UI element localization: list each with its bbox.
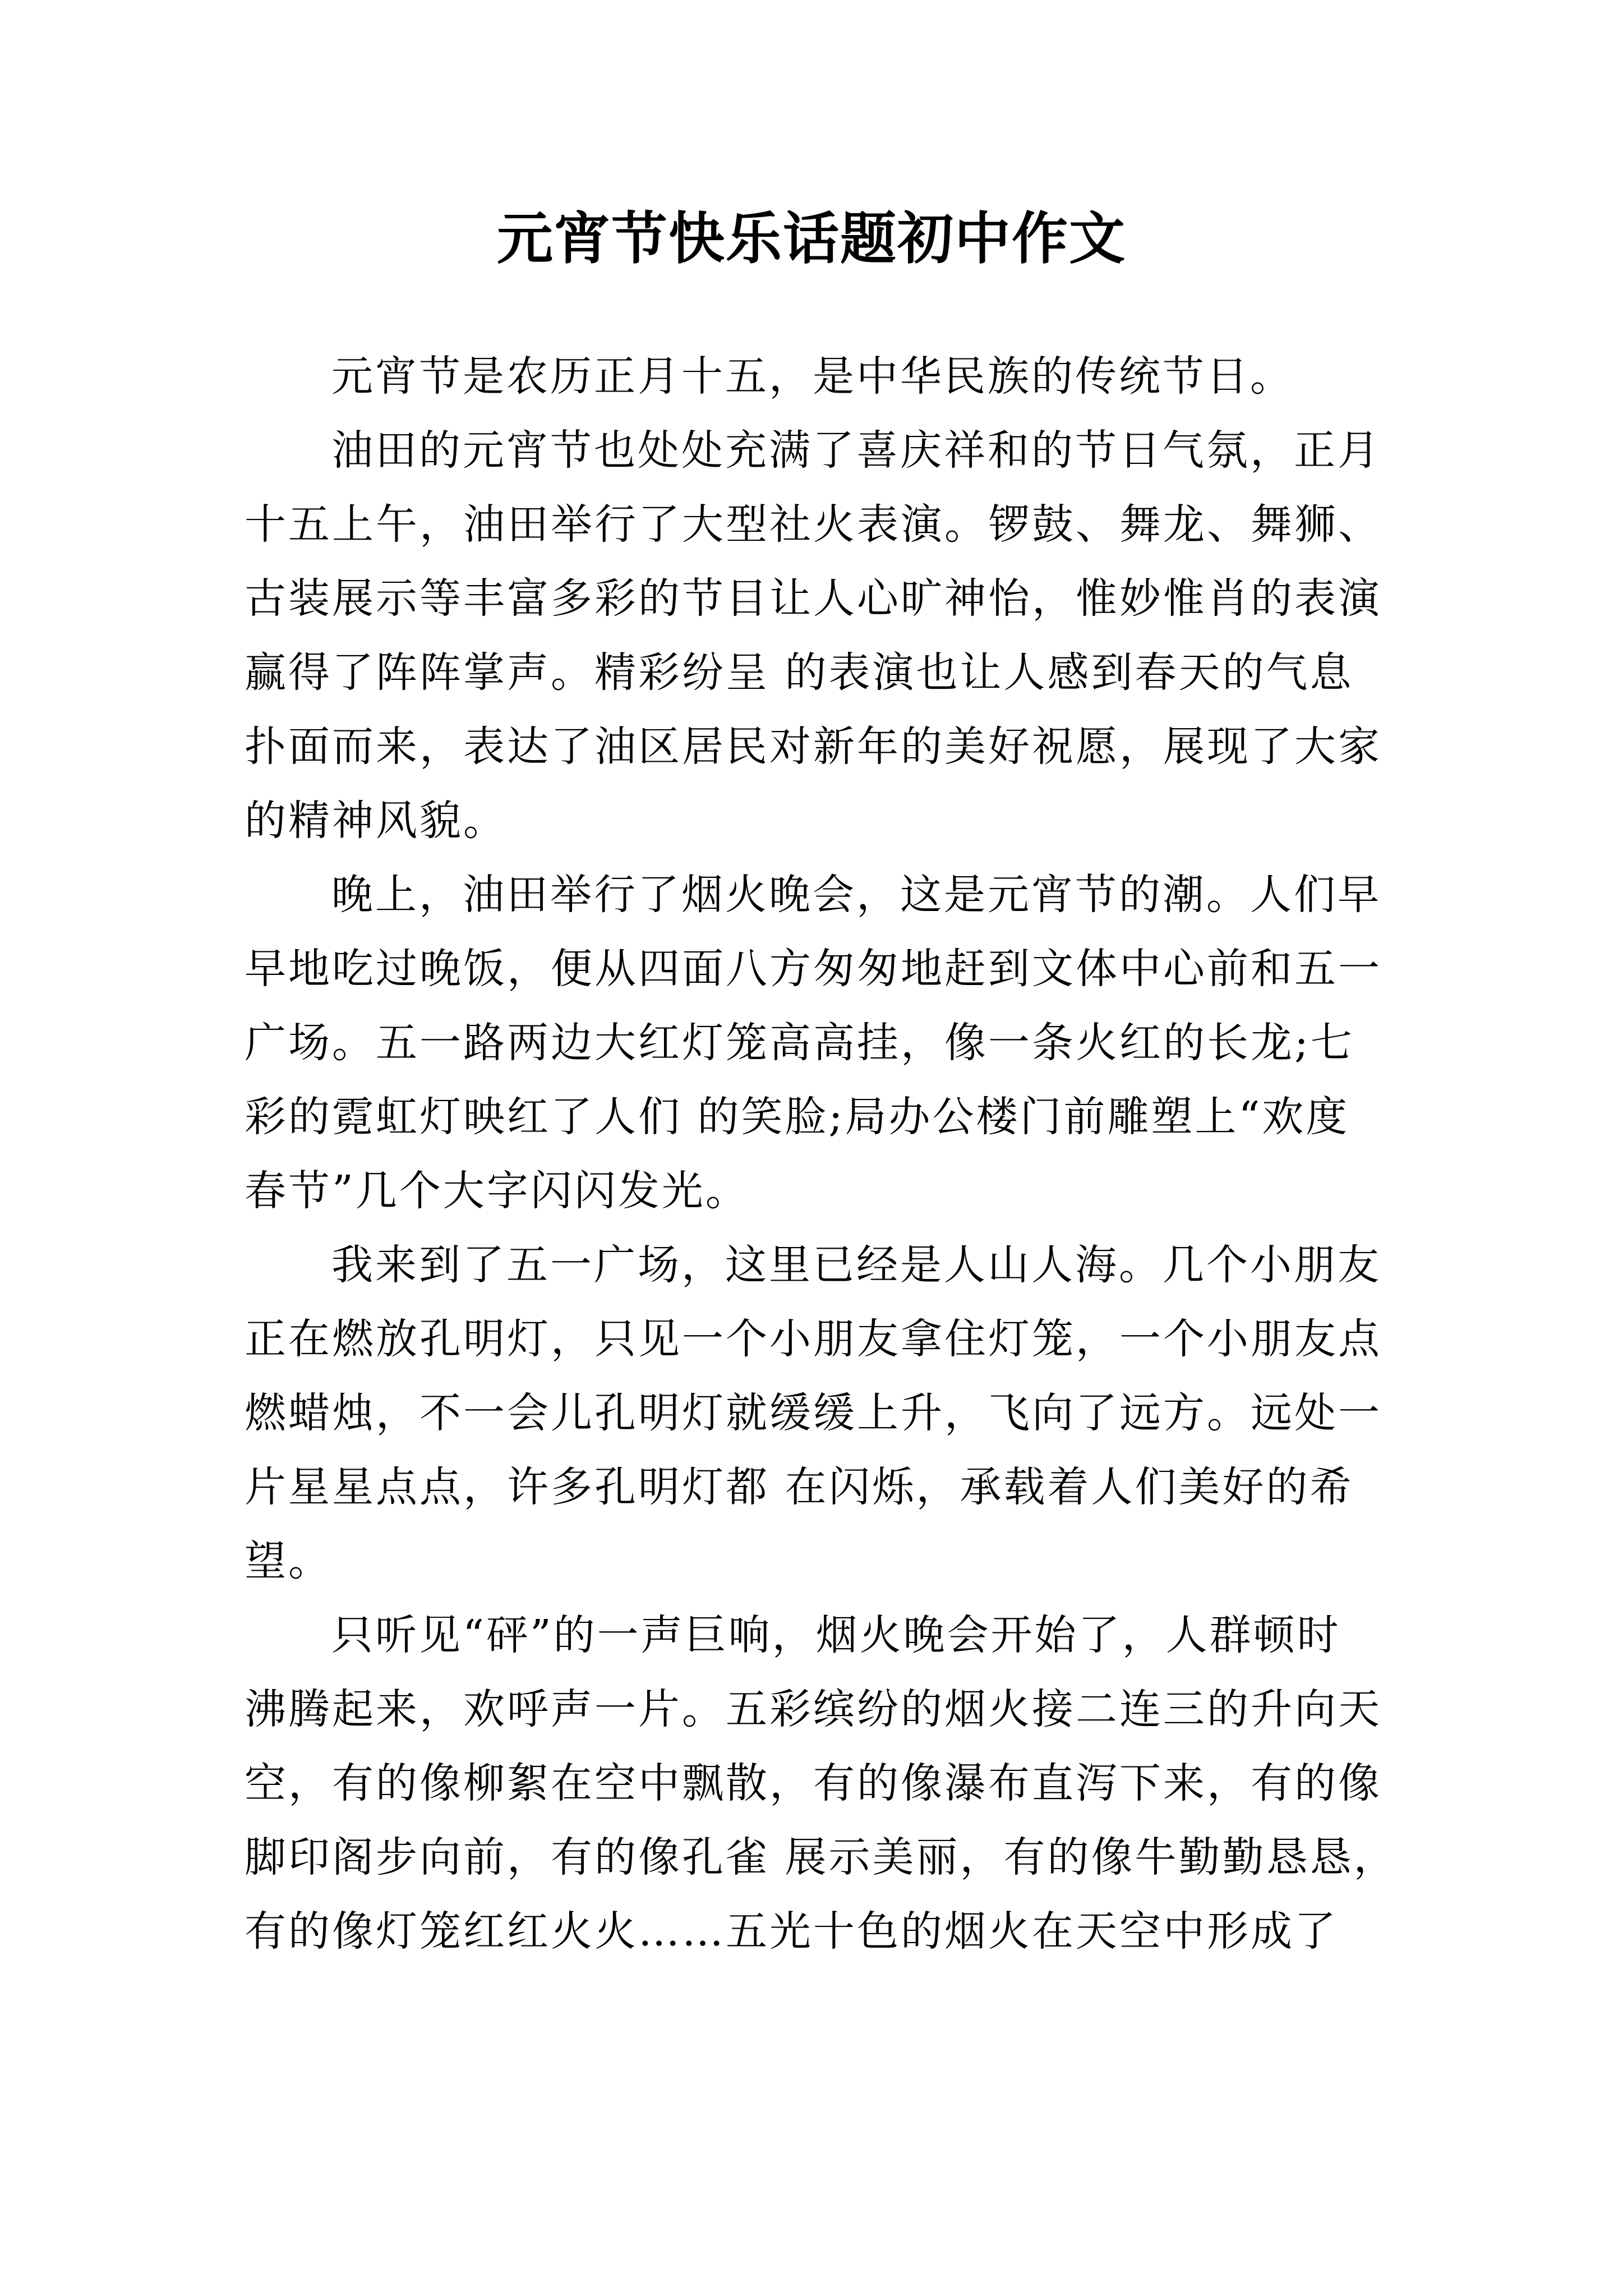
text-line: 沸腾起来，欢呼声一片。五彩缤纷的烟火接二连三的升向天 [245, 1685, 1382, 1733]
document-title: 元宵节快乐话题初中作文 [497, 205, 1126, 272]
text-line: 元宵节是农历正月十五，是中华民族的传统节日。 [331, 352, 1294, 401]
text-line: 春节”几个大字闪闪发光。 [245, 1167, 749, 1215]
text-line: 只听见“砰”的一声巨响，烟火晚会开始了，人群顿时 [331, 1611, 1341, 1659]
text-line: 早地吃过晚饭，便从四面八方匆匆地赶到文体中心前和五一 [245, 945, 1382, 993]
text-line: 燃蜡烛，不一会儿孔明灯就缓缓上升，飞向了远方。远处一 [245, 1389, 1382, 1437]
text-line: 广场。五一路两边大红灯笼高高挂，像一条火红的长龙;七 [245, 1019, 1354, 1067]
text-line: 晚上，油田举行了烟火晚会，这是元宵节的潮。人们早 [331, 871, 1381, 919]
text-line: 油田的元宵节也处处充满了喜庆祥和的节日气氛，正月 [331, 426, 1381, 475]
text-line: 彩的霓虹灯映红了人们 的笑脸;局办公楼门前雕塑上“欢度 [245, 1093, 1350, 1141]
text-line: 我来到了五一广场，这里已经是人山人海。几个小朋友 [331, 1241, 1381, 1289]
text-line: 的精神风貌。 [245, 797, 507, 845]
text-line: 正在燃放孔明灯，只见一个小朋友拿住灯笼，一个小朋友点 [245, 1315, 1382, 1363]
document-body [245, 339, 1408, 1968]
text-line: 片星星点点，许多孔明灯都 在闪烁，承载着人们美好的希 [245, 1463, 1354, 1511]
text-line: 有的像灯笼红红火火……五光十色的烟火在天空中形成了 [245, 1907, 1338, 1955]
text-line: 赢得了阵阵掌声。精彩纷呈 的表演也让人感到春天的气息 [245, 648, 1354, 697]
text-line: 扑面而来，表达了油区居民对新年的美好祝愿，展现了大家 [245, 723, 1382, 771]
text-line: 十五上午，油田举行了大型社火表演。锣鼓、舞龙、舞狮、 [245, 500, 1382, 549]
text-line: 望。 [245, 1537, 332, 1585]
text-line: 脚印阁步向前，有的像孔雀 展示美丽，有的像牛勤勤恳恳， [245, 1833, 1398, 1881]
text-line: 空，有的像柳絮在空中飘散，有的像瀑布直泻下来，有的像 [245, 1759, 1382, 1807]
text-line: 古装展示等丰富多彩的节目让人心旷神怡，惟妙惟肖的表演 [245, 574, 1382, 623]
